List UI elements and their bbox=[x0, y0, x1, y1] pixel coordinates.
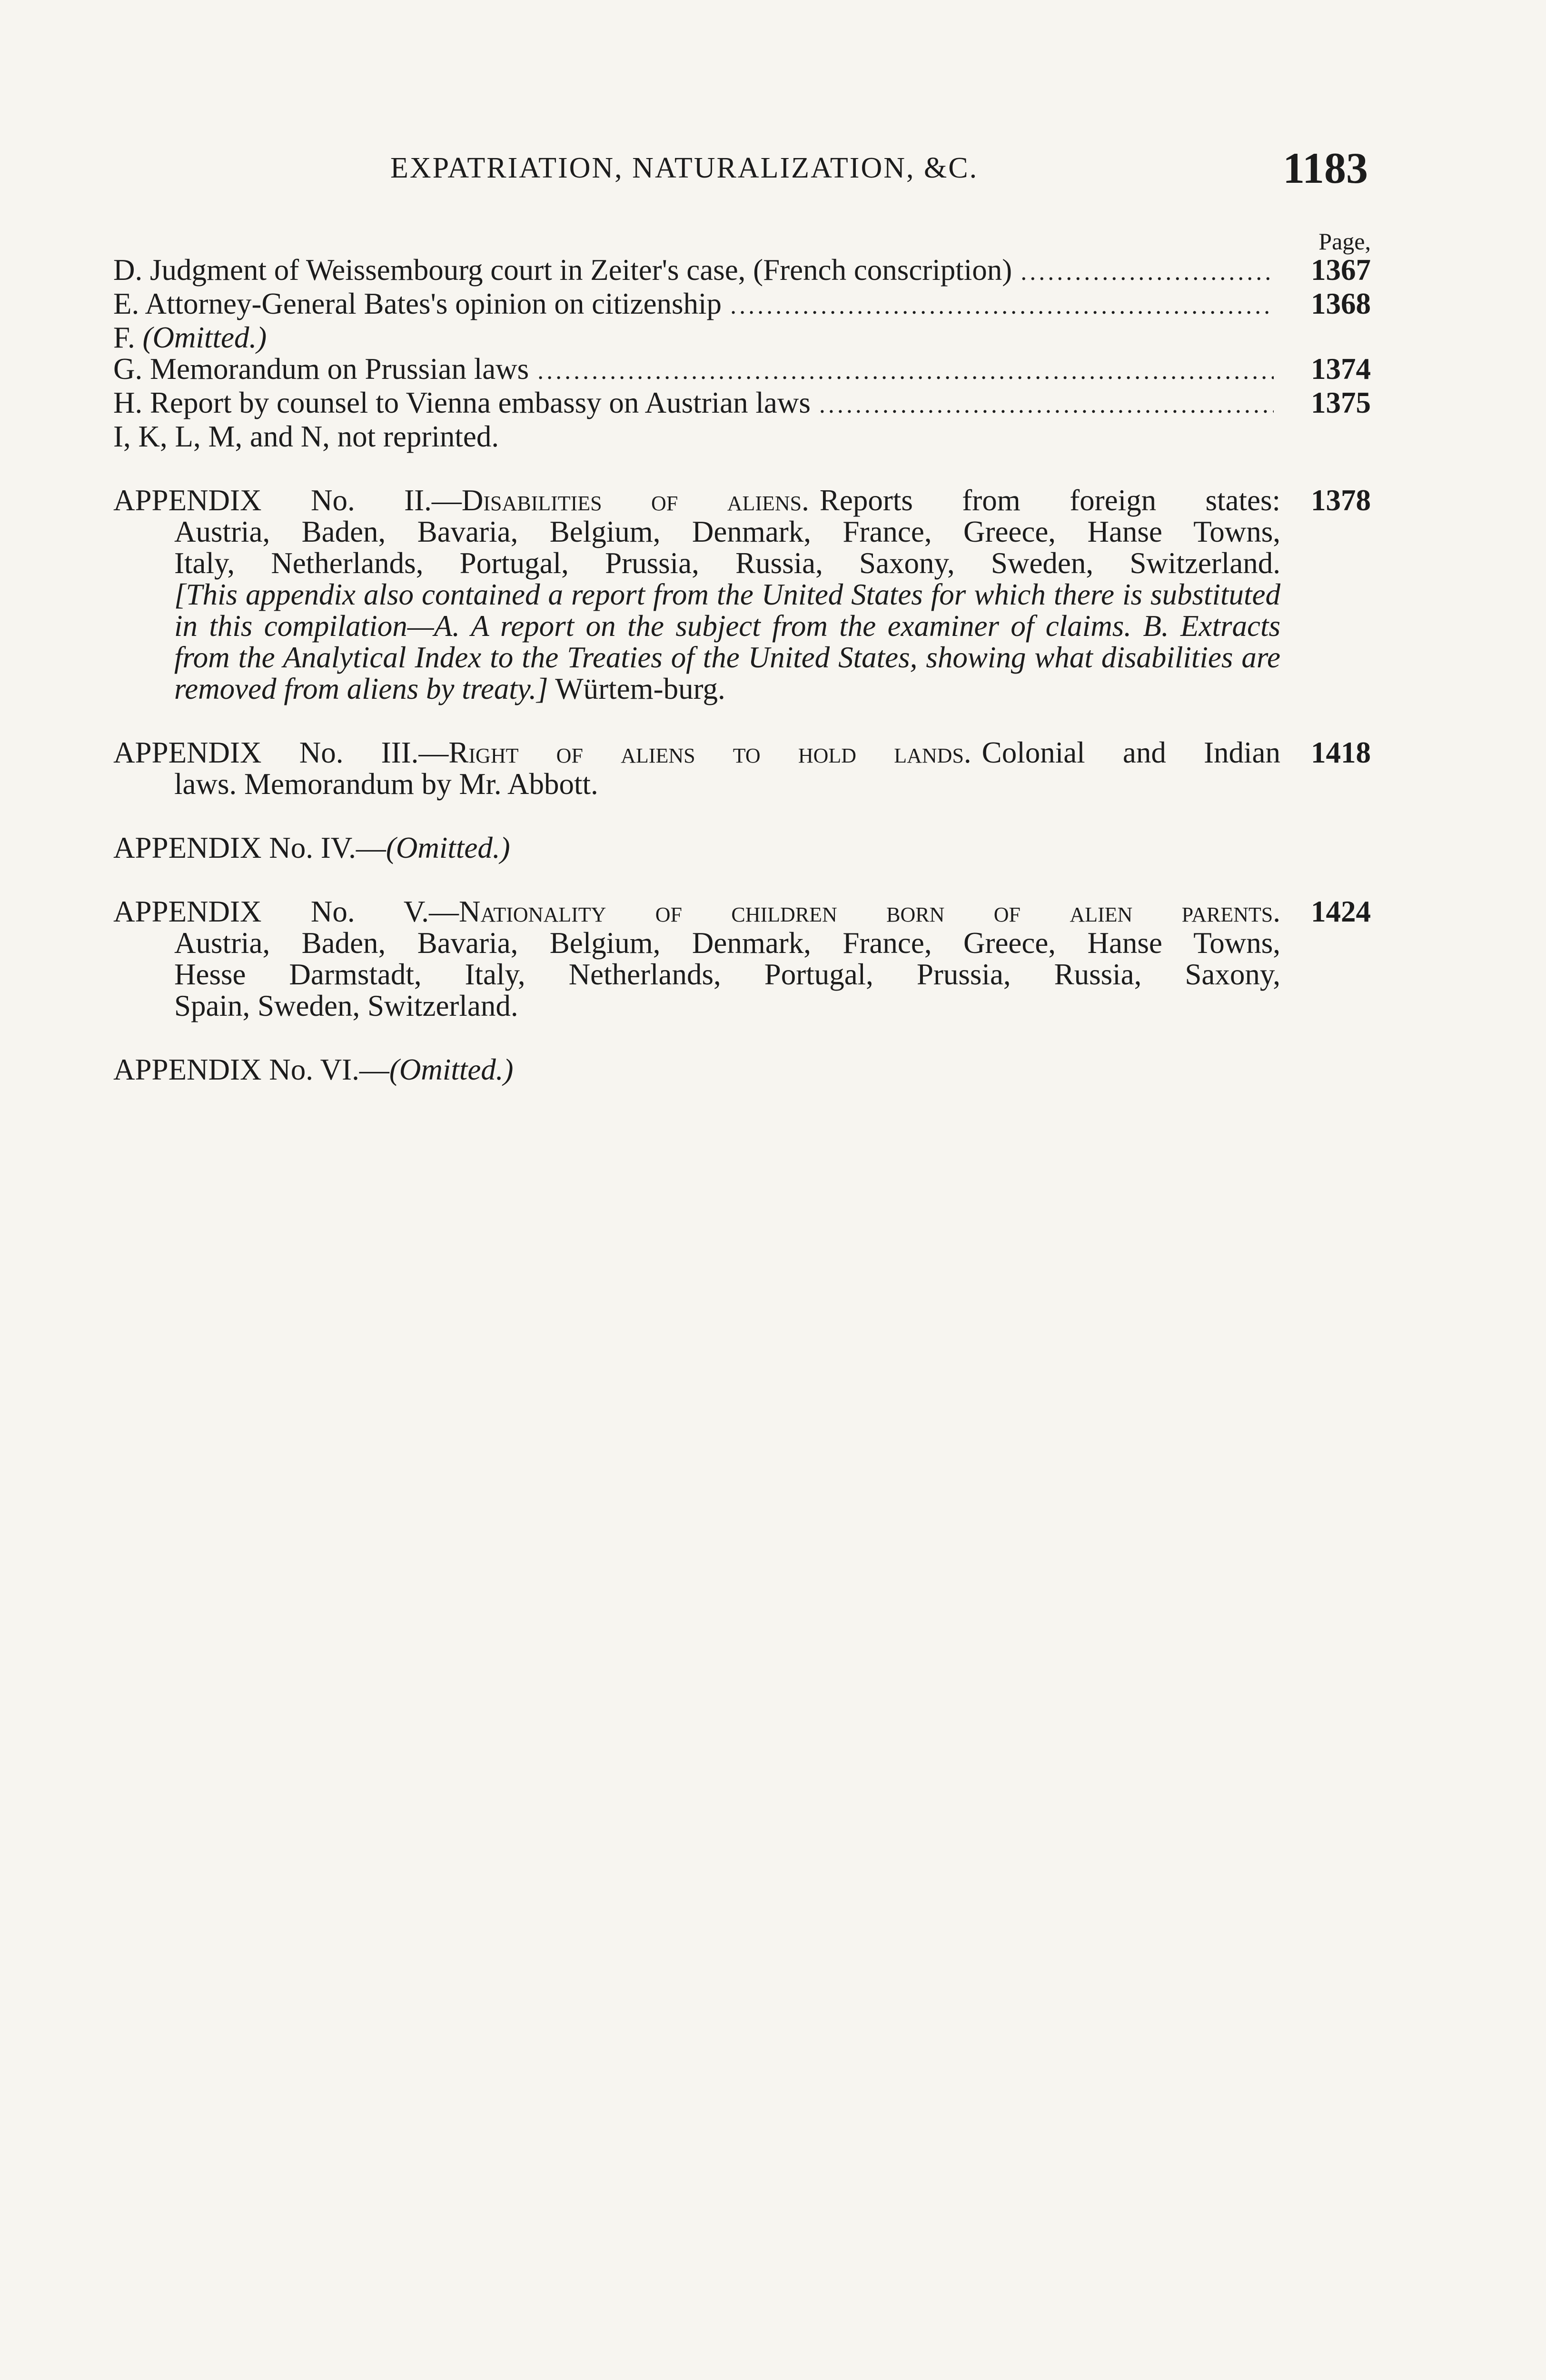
appendix-omitted: (Omitted.) bbox=[386, 831, 510, 864]
appendix-label: APPENDIX No. III.— bbox=[113, 736, 449, 769]
appendix-note: [This appendix also contained a report from the United States for which there is substituted in this compilation—A. A report on the subject from the examiner of claims. B. Extracts from the Analytical Index to the Treaties of the United States, showing what disabilities are removed from aliens by treaty.] bbox=[174, 578, 1280, 705]
appendix-line: Italy, Netherlands, Portugal, Prussia, Russia, Saxony, Sweden, Switzerland. bbox=[174, 546, 1280, 580]
page-number: 1183 bbox=[1283, 144, 1368, 192]
dot-leader bbox=[819, 389, 1274, 421]
toc-entry-f bbox=[113, 322, 1371, 353]
entry-text: D. Judgment of Weissembourg court in Zeiter's case, (French conscription) bbox=[113, 253, 1012, 287]
entry-text: G. Memorandum on Prussian laws bbox=[113, 352, 529, 386]
entry-text: H. Report by counsel to Vienna embassy on Austrian laws bbox=[113, 386, 811, 419]
appendix-3 bbox=[113, 737, 1371, 800]
entry-omitted: (Omitted.) bbox=[142, 321, 267, 354]
entry-prefix: F. bbox=[113, 321, 135, 354]
dot-leader bbox=[1021, 257, 1274, 288]
toc-entry-i-n bbox=[113, 421, 1371, 452]
appendix-label: APPENDIX No. VI.— bbox=[113, 1053, 389, 1086]
appendix-page: 1378 bbox=[1311, 484, 1371, 517]
appendix-title: Nationality of children born of alien parents. bbox=[458, 895, 1280, 928]
entry-page: 1368 bbox=[1311, 287, 1371, 320]
entry-page: 1374 bbox=[1311, 352, 1371, 386]
appendix-2 bbox=[113, 485, 1371, 704]
appendix-title: Right of aliens to hold lands. bbox=[448, 736, 971, 769]
appendix-line: laws. Memorandum by Mr. Abbott. bbox=[174, 767, 598, 801]
appendix-4 bbox=[113, 832, 1371, 863]
appendix-first-line: Reports from foreign states: bbox=[819, 484, 1281, 517]
appendix-first-line: Colonial and Indian bbox=[981, 736, 1280, 769]
appendix-note-tail: Würtem-burg. bbox=[555, 672, 725, 705]
appendix-line: Hesse Darmstadt, Italy, Netherlands, Portugal, Prussia, Russia, Saxony, bbox=[174, 958, 1280, 991]
dot-leader bbox=[537, 356, 1274, 387]
entry-text: E. Attorney-General Bates's opinion on citizenship bbox=[113, 287, 722, 320]
running-header bbox=[0, 143, 1546, 195]
appendix-5 bbox=[113, 896, 1371, 1021]
appendix-line: Spain, Sweden, Switzerland. bbox=[174, 989, 518, 1022]
appendix-line: Austria, Baden, Bavaria, Belgium, Denmark, France, Greece, Hanse Towns, bbox=[174, 926, 1280, 960]
appendix-label: APPENDIX No. IV.— bbox=[113, 831, 386, 864]
page-column-label: Page, bbox=[1318, 228, 1371, 255]
dot-leader bbox=[730, 290, 1274, 322]
appendix-label: APPENDIX No. II.— bbox=[113, 484, 462, 517]
appendix-line: Austria, Baden, Bavaria, Belgium, Denmark, France, Greece, Hanse Towns, bbox=[174, 515, 1280, 548]
appendix-page: 1424 bbox=[1311, 895, 1371, 928]
appendix-label: APPENDIX No. V.— bbox=[113, 895, 459, 928]
appendix-6 bbox=[113, 1054, 1371, 1085]
toc-entry-g bbox=[113, 353, 1371, 387]
appendix-omitted: (Omitted.) bbox=[389, 1053, 514, 1086]
entry-text: I, K, L, M, and N, not reprinted. bbox=[113, 420, 499, 453]
table-of-contents bbox=[113, 228, 1371, 1085]
running-title: EXPATRIATION, NATURALIZATION, &C. bbox=[390, 152, 979, 184]
entry-page: 1367 bbox=[1311, 253, 1371, 287]
toc-entry-e bbox=[113, 288, 1371, 322]
appendix-title: Disabilities of aliens. bbox=[461, 484, 809, 517]
toc-entry-d bbox=[113, 254, 1371, 288]
toc-entry-h bbox=[113, 387, 1371, 421]
entry-page: 1375 bbox=[1311, 386, 1371, 419]
appendix-page: 1418 bbox=[1311, 736, 1371, 769]
